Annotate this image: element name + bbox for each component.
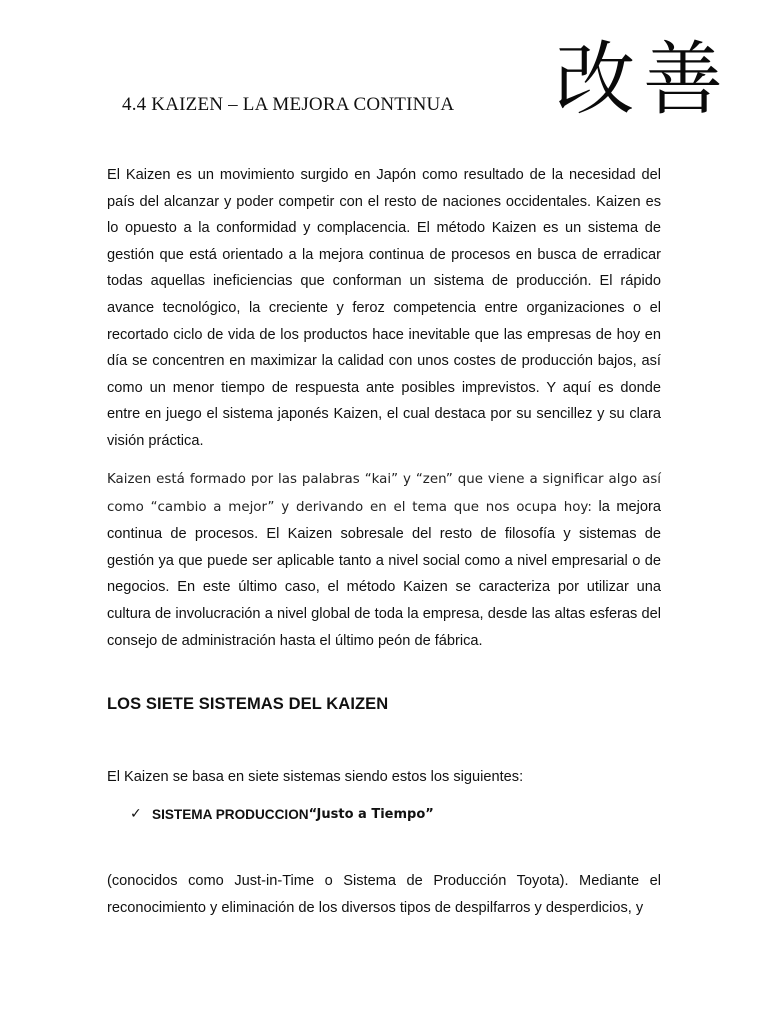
checkmark-icon: ✓	[130, 806, 142, 822]
paragraph-intro: El Kaizen es un movimiento surgido en Japón como resultado de la necesidad del país del alcanzar y poder competir con el resto de naciones occidentales. Kaizen es lo opuesto a la conformidad y complacencia. El método Kaizen es un sistema de gestión que está orientado a la mejora continua de procesos en busca de erradicar todas aquellas ineficiencias que conforman un sistema de producción. El rápido avance tecnológico, la creciente y feroz competencia entre organizaciones o el recortado ciclo de vida de los productos hace inevitable que las empresas de hoy en día se concentren en maximizar la calidad con unos costes de producción bajos, así como un menor tiempo de respuesta ante posibles imprevistos. Y aquí es donde entre en juego el sistema japonés Kaizen, el cual destaca por su sencillez y su clara visión práctica.	[107, 167, 661, 449]
paragraph-definition-lead: Kaizen está formado por las palabras “kai” y “zen” que viene a significar algo así como “cambio a mejor” y derivando en el tema que nos ocupa hoy:	[107, 472, 661, 515]
page-title: 4.4 KAIZEN – LA MEJORA CONTINUA	[122, 94, 455, 115]
list-item	[130, 806, 434, 822]
kaizen-kanji-image: 改善	[555, 33, 731, 126]
section-intro: El Kaizen se basa en siete sistemas siendo estos los siguientes:	[107, 769, 524, 785]
paragraph-definition	[107, 466, 661, 654]
paragraph-definition-rest: la mejora continua de procesos. El Kaizen sobresale del resto de filosofía y sistemas de gestión ya que puede ser aplicable tanto a nivel social como a nivel empresarial o de negocios. En este último caso, el método Kaizen se caracteriza por utilizar una cultura de involucración a nivel global de toda la empresa, desde las altas esferas del consejo de administración hasta el último peón de fábrica.	[107, 498, 661, 649]
paragraph-jit: (conocidos como Just-in-Time o Sistema de Producción Toyota). Mediante el reconocimiento y eliminación de los diversos tipos de despilfarros y desperdicios, y	[107, 873, 661, 916]
section-heading: LOS SIETE SISTEMAS DEL KAIZEN	[107, 695, 389, 713]
list-item-quote: “Justo a Tiempo”	[308, 806, 434, 822]
list-item-label: SISTEMA PRODUCCION	[152, 806, 309, 822]
